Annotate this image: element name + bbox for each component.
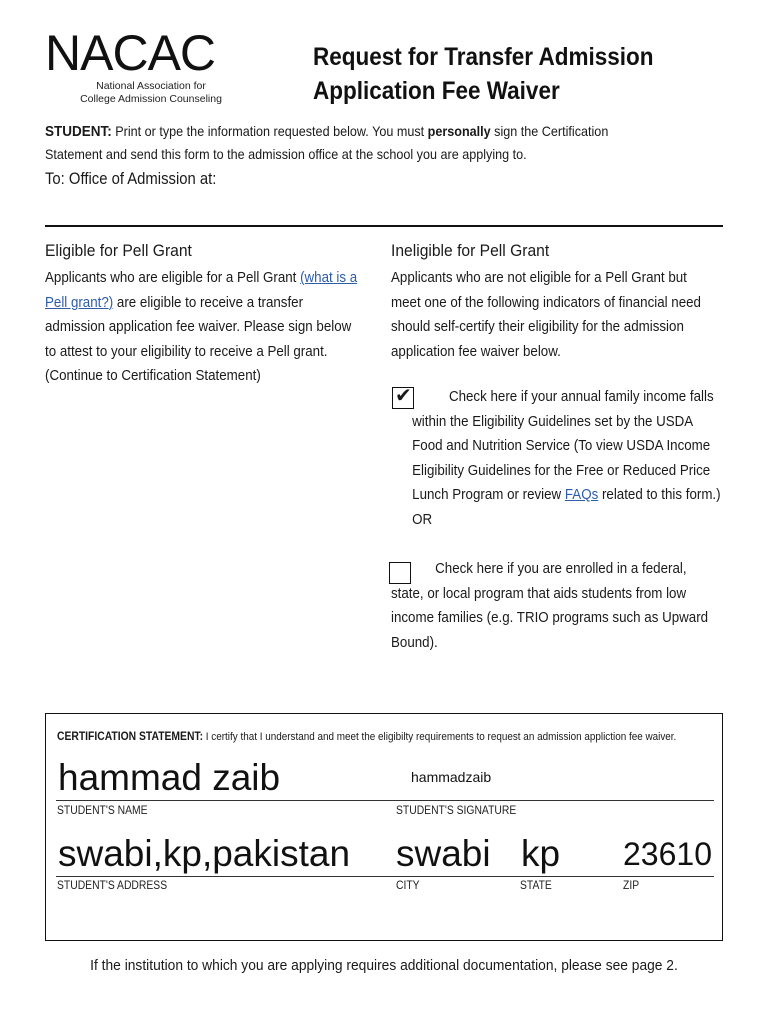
federal-program-option bbox=[391, 557, 722, 655]
student-address-label: STUDENT'S ADDRESS bbox=[57, 880, 168, 892]
state-label: STATE bbox=[520, 880, 552, 892]
checkmark-icon: ✔ bbox=[395, 385, 412, 407]
pell-grant-link[interactable]: (what is a Pell grant?) bbox=[45, 270, 358, 311]
city-label: CITY bbox=[396, 880, 420, 892]
form-title bbox=[313, 40, 653, 108]
certification-label: CERTIFICATION STATEMENT: bbox=[57, 731, 204, 743]
federal-program-text bbox=[391, 557, 722, 655]
eligible-heading: Eligible for Pell Grant bbox=[45, 241, 192, 260]
ineligible-heading: Ineligible for Pell Grant bbox=[391, 241, 550, 260]
income-guidelines-option bbox=[391, 385, 722, 532]
check1-text-a: Check here if your annual family income falls within the Eligibility Guidelines set by the USDA Food and Nutrition Service (To view USDA Income Eligibility Guidelines for the Free or Reduced Price Lunch Program or review bbox=[412, 389, 714, 503]
state-field[interactable]: kp bbox=[521, 833, 561, 874]
form-title-line1: Request for Transfer Admission bbox=[313, 43, 654, 71]
zip-label: ZIP bbox=[623, 880, 640, 892]
address-line bbox=[56, 876, 714, 877]
logo-subtitle-line1: National Association for bbox=[96, 80, 206, 92]
office-name-field-line[interactable] bbox=[45, 225, 723, 227]
student-name-field[interactable]: hammad zaib bbox=[58, 757, 281, 798]
zip-field[interactable]: 23610 bbox=[623, 836, 712, 872]
certification-text: I certify that I understand and meet the eligibilty requirements to request an admission appliction fee waiver. bbox=[203, 731, 677, 743]
footer-note: If the institution to which you are applying requires additional documentation, please see page 2. bbox=[90, 957, 678, 974]
instructions-text-b: sign the Certification Statement and send this form to the admission office at the school you are applying to. bbox=[45, 123, 609, 162]
student-address-field[interactable]: swabi,kp,pakistan bbox=[58, 833, 351, 874]
certification-box bbox=[45, 713, 723, 941]
nacac-logo bbox=[45, 25, 245, 108]
instructions-text-a: Print or type the information requested below. You must bbox=[111, 123, 428, 139]
eligible-section bbox=[45, 240, 362, 389]
logo-subtitle bbox=[61, 80, 241, 106]
ineligible-text: Applicants who are not eligible for a Pell Grant but meet one of the following indicators of financial need should self-certify their eligibility for the admission application fee waiver below. bbox=[391, 270, 701, 360]
logo-subtitle-line2: College Admission Counseling bbox=[80, 93, 222, 105]
eligible-text-a: Applicants who are eligible for a Pell Grant bbox=[45, 270, 301, 286]
to-office-label: To: Office of Admission at: bbox=[45, 170, 217, 188]
ineligible-section bbox=[391, 240, 718, 364]
student-signature-label: STUDENT'S SIGNATURE bbox=[396, 805, 517, 817]
name-signature-line bbox=[56, 800, 714, 801]
eligible-text bbox=[45, 266, 362, 389]
instructions-bold: personally bbox=[427, 123, 491, 139]
eligible-text-b: are eligible to receive a transfer admission application fee waiver. Please sign below to attest to your eligibility to receive a Pell grant. (Continue to Certification Statement) bbox=[45, 294, 352, 384]
check1-text-b: related to this form.) OR bbox=[412, 487, 721, 528]
logo-wordmark: NACAC bbox=[45, 25, 216, 81]
student-signature-field[interactable]: hammadzaib bbox=[411, 769, 492, 785]
faqs-link[interactable]: FAQs bbox=[564, 487, 599, 503]
form-title-line2: Application Fee Waiver bbox=[313, 77, 560, 105]
income-guidelines-text bbox=[391, 385, 722, 532]
student-name-label: STUDENT'S NAME bbox=[57, 805, 148, 817]
certification-statement bbox=[57, 731, 705, 743]
student-label: STUDENT: bbox=[45, 123, 112, 140]
student-instructions bbox=[45, 120, 666, 166]
city-field[interactable]: swabi bbox=[396, 833, 491, 874]
check2-text: Check here if you are enrolled in a federal, state, or local program that aids students from low income families (e.g. TRIO programs such as Upward Bound). bbox=[391, 561, 709, 651]
